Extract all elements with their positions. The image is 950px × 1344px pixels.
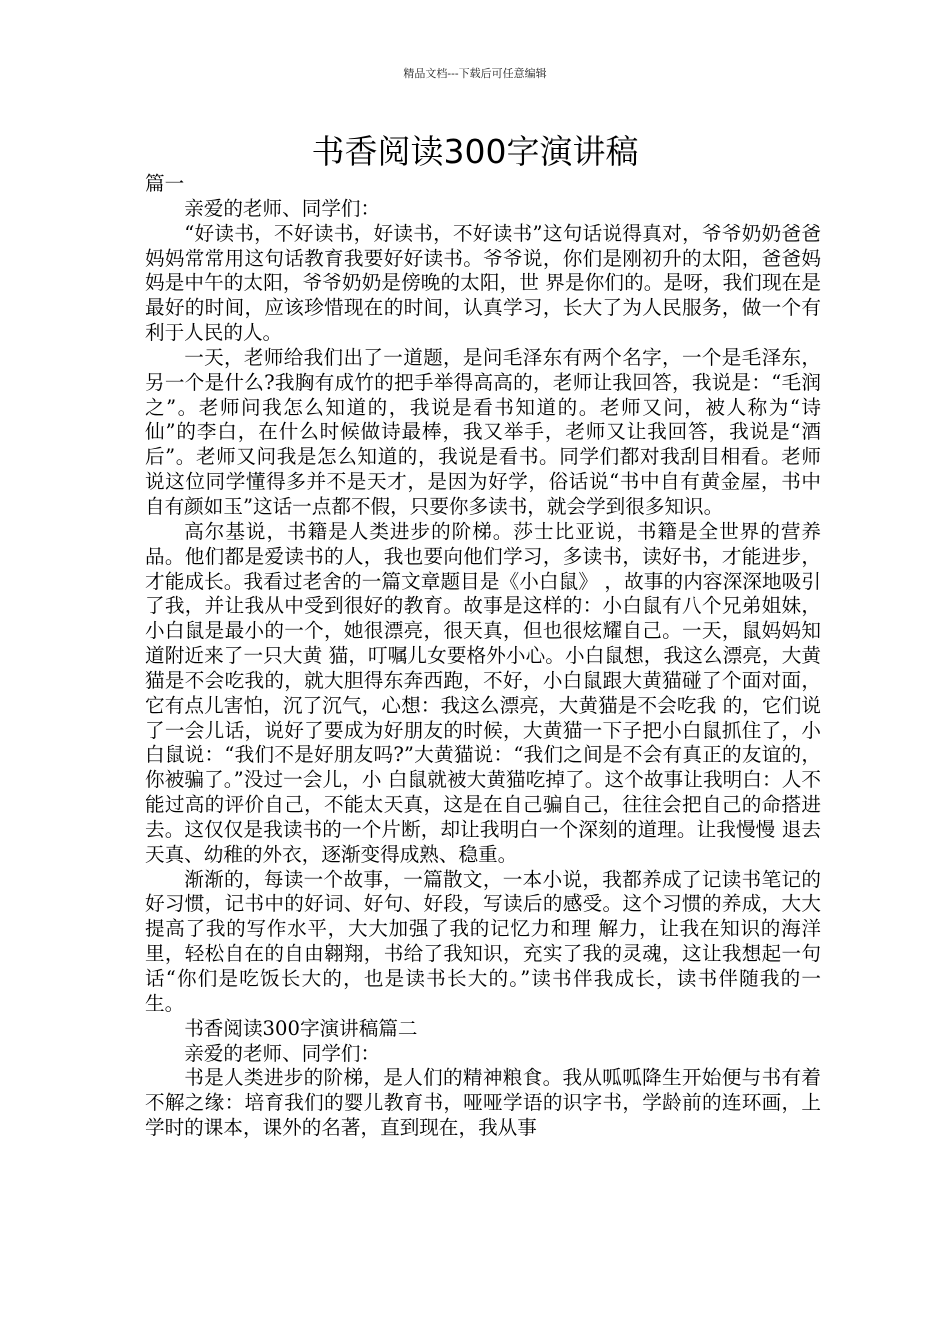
document-body <box>145 172 821 1141</box>
document-title: 书香阅读300字演讲稿 <box>311 132 639 171</box>
paragraph: 篇一 <box>145 172 185 195</box>
paragraph: 书香阅读300字演讲稿篇二 <box>184 1016 418 1040</box>
paragraph: 高尔基说，书籍是人类进步的阶梯。莎士比亚说，书籍是全世界的营养品。他们都是爱读书的人，我也要向他们学习，多读书，读好书，才能进步，才能成长。我看过老舍的一篇文章题目是《小白鼠》 ，故事的内容深深地吸引了我，并让我从中受到很好的教育。故事是这样的：小白鼠有八个兄弟姐妹，小白鼠是最小的一个，她很漂亮，很天真，但也很炫耀自己。一天，鼠妈妈知道附近来了一只大黄 猫，叮嘱儿女要格外小心。小白鼠想，我这么漂亮，大黄猫是不会吃我的，就大胆得东奔西跑，不好，小白鼠跟大黄猫碰了个面对面，它有点儿害怕，沉了沉气，心想：我这么漂亮，大黄猫是不会吃我 的，它们说了一会儿话，说好了要成为好朋友的时候，大黄猫一下子把小白鼠抓住了，小白鼠说：“我们不是好朋友吗?”大黄猫说：“我们之间是不会有真正的友谊的，你被骗了。”没过一会儿，小 白鼠就被大黄猫吃掉了。这个故事让我明白：人不能过高的评价自己，不能太天真，这是在自己骗自己，往往会把自己的命搭进去。这仅仅是我读书的一个片断，却让我明白一个深刻的道理。让我慢慢 退去天真、幼稚的外衣，逐渐变得成熟、稳重。 <box>145 519 821 866</box>
paragraph: 亲爱的老师、同学们： <box>184 1041 381 1065</box>
paragraph: 渐渐的，每读一个故事，一篇散文，一本小说，我都养成了记读书笔记的好习惯，记书中的好词、好句、好段，写读后的感受。这个习惯的养成，大大提高了我的写作水平，大大加强了我的记忆力和理 解力，让我在知识的海洋里，轻松自在的自由翱翔，书给了我知识，充实了我的灵魂，这让我想起一句话“你们是吃饭长大的，也是读书长大的。”读书伴我成长，读书伴随我的一生。 <box>145 867 821 1015</box>
paragraph: 书是人类进步的阶梯，是人们的精神粮食。我从呱呱降生开始便与书有着不解之缘：培育我们的婴儿教育书，哑哑学语的识字书，学龄前的连环画，上学时的课本，课外的名著，直到现在，我从事 <box>145 1066 821 1140</box>
paragraph: “好读书，不好读书，好读书，不好读书”这句话说得真对，爷爷奶奶爸爸妈妈常常用这句话教育我要好好读书。爷爷说，你们是刚初升的太阳，爸爸妈妈是中午的太阳，爷爷奶奶是傍晚的太阳，世 界是你们的。是呀，我们现在是最好的时间，应该珍惜现在的时间，认真学习，长大了为人民服务，做一个有利于人民的人。 <box>145 221 821 345</box>
paragraph: 亲爱的老师、同学们： <box>184 196 381 220</box>
paragraph: 一天，老师给我们出了一道题，是问毛泽东有两个名字，一个是毛泽东，另一个是什么?我胸有成竹的把手举得高高的，老师让我回答，我说是：“毛润之”。老师问我怎么知道的，我说是看书知道的。老师又问，被人称为“诗仙”的李白，在什么时候做诗最棒，我又举手，老师又让我回答，我说是“酒后”。老师又问我是怎么知道的，我说是看书。同学们都对我刮目相看。老师说这位同学懂得多并不是天才，是因为好学，俗话说“书中自有黄金屋，书中自有颜如玉”这话一点都不假，只要你多读书，就会学到很多知识。 <box>145 345 821 518</box>
page-header: 精品文档---下载后可任意编辑 <box>403 67 547 80</box>
